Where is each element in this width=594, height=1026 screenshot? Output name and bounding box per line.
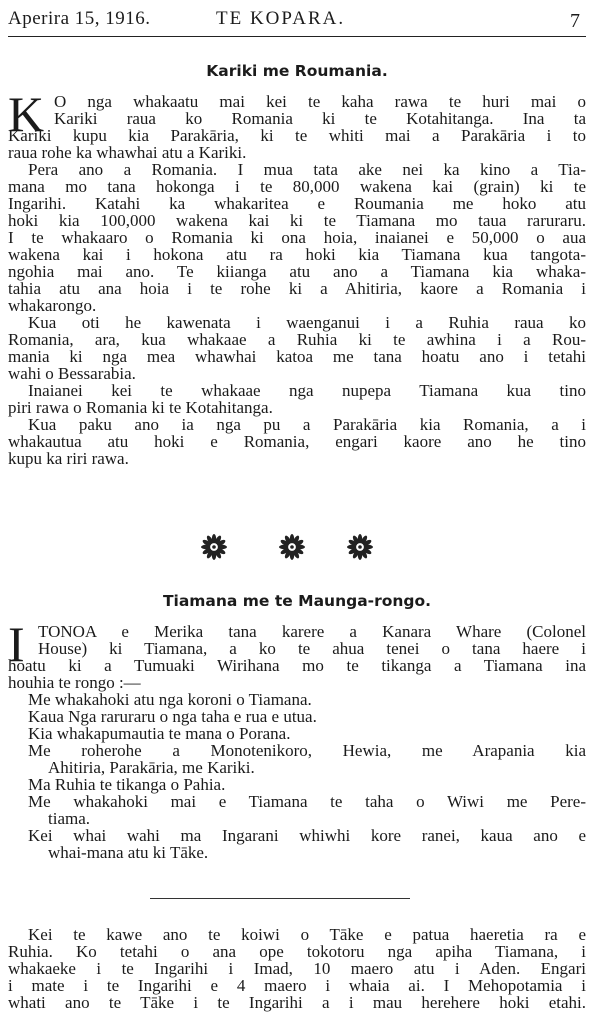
text-line: Kua paku ano ia nga pu a Parakāria kia Romania, a i	[28, 415, 586, 434]
list-item: Kia whakapumautia te mana o Porana.	[28, 724, 291, 743]
text-line: whakautua atu hoki e Romania, engari kaore ano he tino	[8, 432, 586, 451]
text-line: wahi o Bessarabia.	[8, 364, 136, 383]
list-item-continued: tiama.	[48, 809, 91, 828]
text-line: Inaianei kei te whakaae nga nupepa Tiamana kua tino	[28, 381, 586, 400]
text-line: TONOA e Merika tana karere a Kanara Whare (Colonel	[38, 622, 586, 641]
text-line: I te whakaaro o Romania ki ona hoia, inaianei e 50,000 o aua	[8, 228, 586, 247]
list-item: Kaua Nga raruraru o nga taha e rua e utua.	[28, 707, 317, 726]
text-line: House) ki Tiamana, a ko te ahua tenei o tana haere i	[38, 639, 586, 658]
issue-date: Aperira 15, 1916.	[8, 8, 151, 29]
text-line: Ingarihi. Katahi ka whakaritea e Roumania me hoko atu	[8, 194, 586, 213]
text-line: Pera ano a Romania. I mua tata ake nei ka kino a Tia-	[28, 160, 586, 179]
page-number: 7	[570, 10, 580, 32]
text-line: whakarongo.	[8, 296, 97, 315]
list-item-continued: whai-mana atu ki Tāke.	[48, 843, 209, 862]
list-item: Me whakahoki atu nga koroni o Tiamana.	[28, 690, 312, 709]
text-line: Kei te kawe ano te koiwi o Tāke e patua haeretia ra e	[28, 925, 586, 944]
list-item: Ma Ruhia te tikanga o Pahia.	[28, 775, 226, 794]
list-item-continued: Ahitiria, Parakāria, me Kariki.	[48, 758, 255, 777]
text-line: piri rawa o Romania ki te Kotahitanga.	[8, 398, 273, 417]
text-line: Kua oti he kawenata i waenganui i a Ruhia raua ko	[28, 313, 586, 332]
running-header	[8, 6, 586, 37]
text-line: mana mo tana hokonga i te 80,000 wakena kai (grain) ki te	[8, 177, 586, 196]
text-line: hoki kia 100,000 wakena kai ki te Tiamana mo taua raruraru.	[8, 211, 586, 230]
text-line: O nga whakaatu mai kei te kaha rawa te huri mai o	[54, 92, 586, 111]
text-line: mania ki nga mea whawhai katoa me tana hoatu ano i tetahi	[8, 347, 586, 366]
text-line: tahia atu ana hoia i te rohe ki a Ahitiria, kaore a Romania i	[8, 279, 586, 298]
article-heading-tiamana: Tiamana me te Maunga-rongo.	[162, 592, 432, 610]
text-line: kupu ka riri rawa.	[8, 449, 129, 468]
text-line: wakena kai i hokona atu ra hoki kia Tiamana kua tangota-	[8, 245, 586, 264]
text-line: Kariki raua ko Romania ki te Kotahitanga. Ina ta	[54, 109, 586, 128]
text-line: Romania, ara, kua whakaae a Ruhia ki te awhina i a Rou-	[8, 330, 586, 349]
text-line: i mate i te Ingarihi e 4 maero i whaia ai. I Mehopotamia i	[8, 976, 586, 995]
text-line: whakaeke i te Ingarihi i Imad, 10 maero atu i Aden. Engari	[8, 959, 586, 978]
flower-ornament-icon	[345, 532, 375, 562]
article-heading-kariki: Kariki me Roumania.	[206, 62, 388, 80]
text-line: ngohia mai ano. Te kiianga atu ano a Tiamana kia whaka-	[8, 262, 586, 281]
text-line: whati ano te Tāke i te Ingarihi a i mau herehere hoki etahi.	[8, 993, 586, 1012]
text-line: Ruhia. Ko tetahi o ana ope tokotoru nga apiha Tiamana, i	[8, 942, 586, 961]
drop-cap-k: K	[8, 86, 45, 142]
text-line: houhia te rongo :—	[8, 673, 141, 692]
list-item: Kei whai wahi ma Ingarani whiwhi kore ranei, kaua ano e	[28, 826, 586, 845]
list-item: Me whakahoki mai e Tiamana te taha o Wiwi me Pere-	[28, 792, 586, 811]
text-line: raua rohe ka whawhai atu a Kariki.	[8, 143, 247, 162]
section-rule	[150, 898, 410, 899]
article-closing-paragraph	[8, 926, 586, 1011]
article-body-kariki	[8, 86, 586, 468]
text-line: hoatu ki a Tumuaki Wirihana mo te tikanga a Tiamana ina	[8, 656, 586, 675]
flower-ornament-icon	[199, 532, 229, 562]
ornament-divider	[0, 532, 594, 562]
flower-ornament-icon	[277, 532, 307, 562]
article-body-tiamana	[8, 616, 586, 862]
list-item: Me roherohe a Monotenikoro, Hewia, me Arapania kia	[28, 741, 586, 760]
drop-cap-i: I	[8, 616, 25, 672]
publication-title: TE KOPARA.	[216, 8, 346, 29]
text-line: Kariki kupu kia Parakāria, ki te whiti mai a Parakāria i to	[8, 126, 586, 145]
